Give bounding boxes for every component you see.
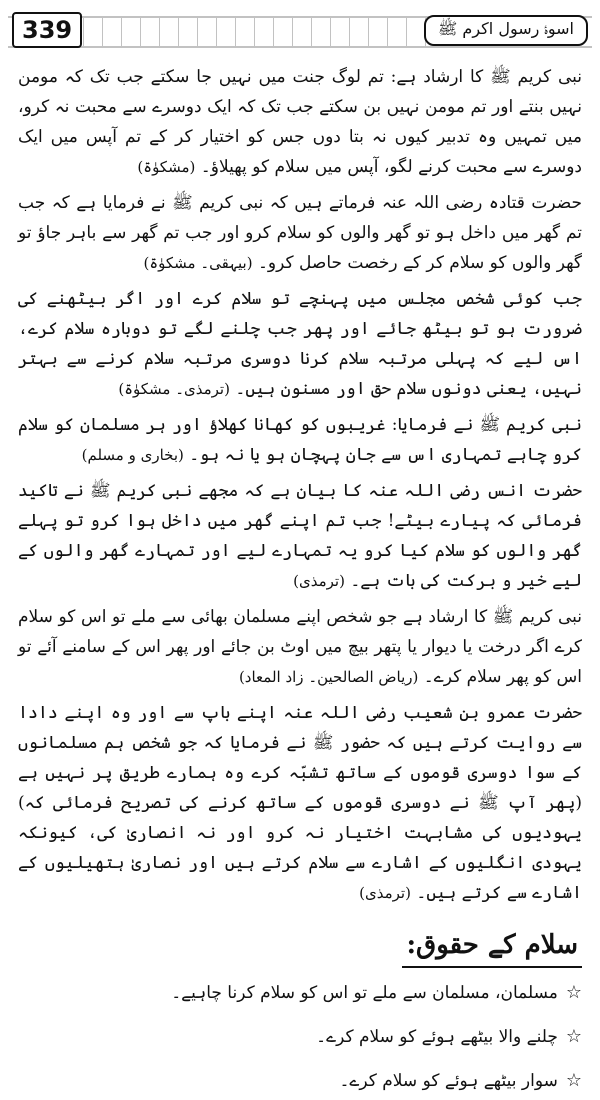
paragraph — [18, 284, 582, 404]
paragraph-text: حضرت انس رضی اللہ عنہ کا بیان ہے کہ مجھے نبی کریم ﷺ نے تاکید فرمائی کہ پیارے بیٹے! جب تم اپنے گھر میں داخل ہوا کرو تو پہلے گھر والوں کو سلام کیا کرو یہ تمہارے لیے اور تمہارے گھر والوں کے لیے خیر و برکت کی بات ہے۔ — [18, 481, 582, 591]
paragraph — [18, 698, 582, 908]
citation: (ریاض الصالحین۔ زاد المعاد) — [238, 668, 419, 686]
paragraph-text: نبی کریم ﷺ نے فرمایا: غریبوں کو کھانا کھلاؤ اور ہر مسلمان کو سلام کرو چاہے تمہاری اس سے جان پہچان ہو یا نہ ہو۔ — [18, 415, 582, 465]
citation: (ترمذی) — [293, 572, 345, 590]
list-item — [18, 1018, 582, 1056]
star-bullet-icon: ☆ — [565, 1026, 582, 1047]
main-content — [18, 62, 582, 1091]
list-item-text: مسلمان، مسلمان سے ملے تو اس کو سلام کرنا چاہیے۔ — [171, 983, 558, 1003]
section-heading-wrap — [18, 926, 582, 968]
list-item — [18, 974, 582, 1012]
paragraph — [18, 410, 582, 470]
book-title: اسوۂ رسول اکرم ﷺ — [424, 15, 588, 46]
list-item-text: چلنے والا بیٹھے ہوئے کو سلام کرے۔ — [316, 1027, 558, 1047]
paragraph-text: حضرت عمرو بن شعیب رضی اللہ عنہ اپنے باپ سے اور وہ اپنے دادا سے روایت کرتے ہیں کہ حضور ﷺ نے فرمایا کہ جو شخص ہم مسلمانوں کے سوا دوسری قوموں کے ساتھ تشبّہ کرے وہ ہمارے طریق پر نہیں ہے (پھر آپ ﷺ نے دوسری قوموں کے ساتھ کرنے کی تصریح فرمائی کہ) یہودیوں کی مشابہت اختیار نہ کرو اور نہ انصاریٰ کی، کیونکہ یہودی انگلیوں کے اشارے سے سلام کرتے ہیں اور نصاریٰ ہتھیلیوں کے اشارے سے کرتے ہیں۔ — [18, 703, 582, 903]
paragraph — [18, 602, 582, 692]
paragraph-text: جب کوئی شخص مجلس میں پہنچے تو سلام کرے اور اگر بیٹھنے کی ضرورت ہو تو بیٹھ جائے اور پھر جب چلنے لگے تو دوبارہ سلام کرے، اس لیے کہ پہلی مرتبہ سلام کرنا دوسری مرتبہ سلام کرنے سے بہتر نہیں، یعنی دونوں سلام حق اور مسنون ہیں۔ — [18, 289, 582, 399]
citation: (ترمذی) — [359, 884, 411, 902]
page-number: 339 — [12, 12, 82, 48]
list-item-text: سوار بیٹھے ہوئے کو سلام کرے۔ — [339, 1071, 558, 1091]
citation: (بخاری و مسلم) — [81, 446, 184, 464]
paragraph-text: نبی کریم ﷺ کا ارشاد ہے جو شخص اپنے مسلمان بھائی سے ملے تو اس کو سلام کرے اگر درخت یا دیوار یا پتھر بیچ میں اوٹ بن جائے اور پھر اس کے سامنے آئے تو اس کو پھر سلام کرے۔ — [18, 607, 582, 687]
rights-list — [18, 974, 582, 1100]
page-header — [8, 8, 592, 52]
citation: (ترمذی۔ مشکوٰۃ) — [118, 380, 230, 398]
paragraph — [18, 188, 582, 278]
paragraph — [18, 476, 582, 596]
paragraph-text: حضرت قتادہ رضی اللہ عنہ فرماتے ہیں کہ نبی کریم ﷺ نے فرمایا ہے کہ جب تم گھر میں داخل ہو تو گھر والوں کو سلام کرو اور جب تم گھر سے باہر جاؤ تو گھر والوں کو سلام کر کے رخصت حاصل کرو۔ — [18, 193, 582, 273]
star-bullet-icon: ☆ — [565, 1070, 582, 1091]
paragraph-text: نبی کریم ﷺ کا ارشاد ہے: تم لوگ جنت میں نہیں جا سکتے جب تک کہ مومن نہیں بنتے اور تم مومن نہیں بن سکتے جب تک کہ ایک دوسرے سے محبت نہ کرو، میں تمہیں وہ تدبیر کیوں نہ بتا دوں جس کو اختیار کر کے تم آپس میں ایک دوسرے سے محبت کرنے لگو، آپس میں سلام کو پھیلاؤ۔ — [18, 67, 582, 177]
section-heading: سلام کے حقوق: — [402, 926, 582, 968]
paragraph — [18, 62, 582, 182]
star-bullet-icon: ☆ — [565, 982, 582, 1003]
citation: (مشکوٰۃ) — [137, 158, 196, 176]
list-item — [18, 1062, 582, 1100]
citation: (بیہقی۔ مشکوٰۃ) — [143, 254, 253, 272]
